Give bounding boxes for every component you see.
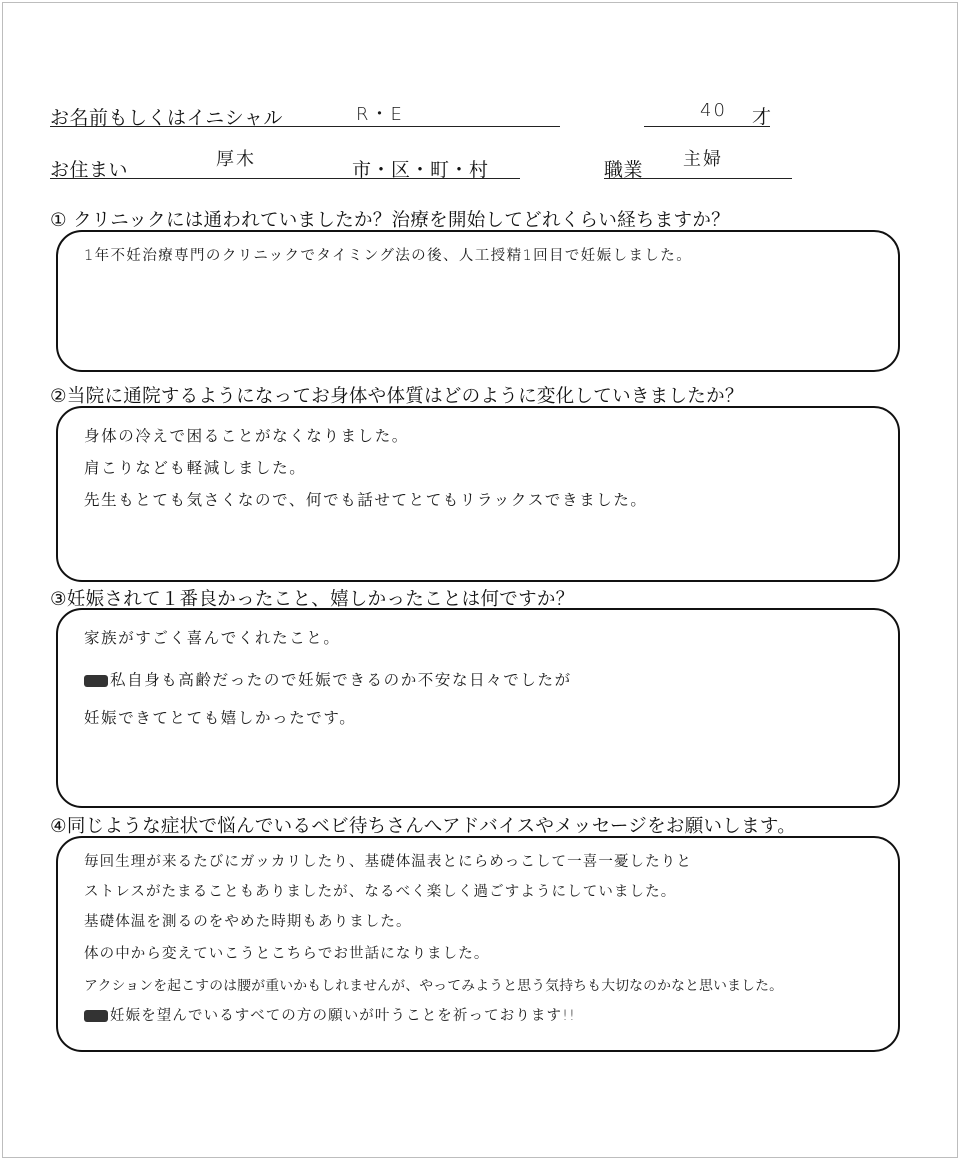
answer-1-line-1: 1年不妊治療専門のクリニックでタイミング法の後、人工授精1回目で妊娠しました。 xyxy=(84,248,693,264)
job-underline xyxy=(604,178,792,179)
answer-4-line-1: 毎回生理が来るたびにガッカリしたり、基礎体温表とにらめっこして一喜一憂したりと xyxy=(84,854,692,870)
answer-2-line-1: 身体の冷えで困ることがなくなりました。 xyxy=(84,427,409,445)
job-label: 職業 xyxy=(604,159,644,181)
answer-2-line-2: 肩こりなども軽減しました。 xyxy=(84,459,307,477)
answer-3-line-2 xyxy=(84,668,572,690)
answer-3-line-3: 妊娠できてとても嬉しかったです。 xyxy=(84,709,357,727)
age-value: 40 xyxy=(700,100,727,121)
ink-scribble-2 xyxy=(84,1010,108,1022)
answer-3-line-2-text: 私自身も高齢だったので妊娠できるのか不安な日々でしたが xyxy=(110,671,572,689)
name-underline xyxy=(50,126,560,127)
question-4-label: ④同じような症状で悩んでいるベビ待ちさんへアドバイスやメッセージをお願いします。 xyxy=(50,816,797,837)
answer-4-line-3: 基礎体温を測るのをやめた時期もありました。 xyxy=(84,914,412,930)
answer-4-line-2: ストレスがたまることもありましたが、なるべく楽しく過ごすようにしていました。 xyxy=(84,884,677,900)
name-label: お名前もしくはイニシャル xyxy=(50,107,283,129)
question-1-label: ① クリニックには通われていましたか？治療を開始してどれくらい経ちますか？ xyxy=(50,210,730,231)
address-label: お住まい xyxy=(50,159,129,181)
age-underline xyxy=(644,126,770,127)
answer-4-line-6-text: 妊娠を望んでいるすべての方の願いが叶うことを祈っております!! xyxy=(110,1008,576,1024)
answer-2-line-3: 先生もとても気さくなので、何でも話せてとてもリラックスできました。 xyxy=(84,491,648,509)
address-underline xyxy=(50,178,520,179)
answer-box-3 xyxy=(56,608,900,808)
answer-4-line-4: 体の中から変えていこうとこちらでお世話になりました。 xyxy=(84,946,490,962)
address-value: 厚木 xyxy=(216,149,256,170)
answer-box-1 xyxy=(56,230,900,372)
question-3-label: ③妊娠されて１番良かったこと、嬉しかったことは何ですか？ xyxy=(50,589,575,610)
answer-4-line-5: アクションを起こすのは腰が重いかもしれませんが、やってみようと思う気持ちも大切なのかなと思いました。 xyxy=(84,978,784,994)
answer-4-line-6 xyxy=(84,1004,576,1025)
answer-3-line-1: 家族がすごく喜んでくれたこと。 xyxy=(84,629,341,647)
answer-box-4 xyxy=(56,836,900,1052)
question-2-label: ②当院に通院するようになってお身体や体質はどのように変化していきましたか？ xyxy=(50,386,744,407)
address-units: 市・区・町・村 xyxy=(352,159,489,181)
age-unit: 才 xyxy=(752,106,774,128)
name-value: R・E xyxy=(356,104,404,125)
ink-scribble xyxy=(84,675,108,687)
answer-box-2 xyxy=(56,406,900,582)
job-value: 主婦 xyxy=(683,149,723,170)
